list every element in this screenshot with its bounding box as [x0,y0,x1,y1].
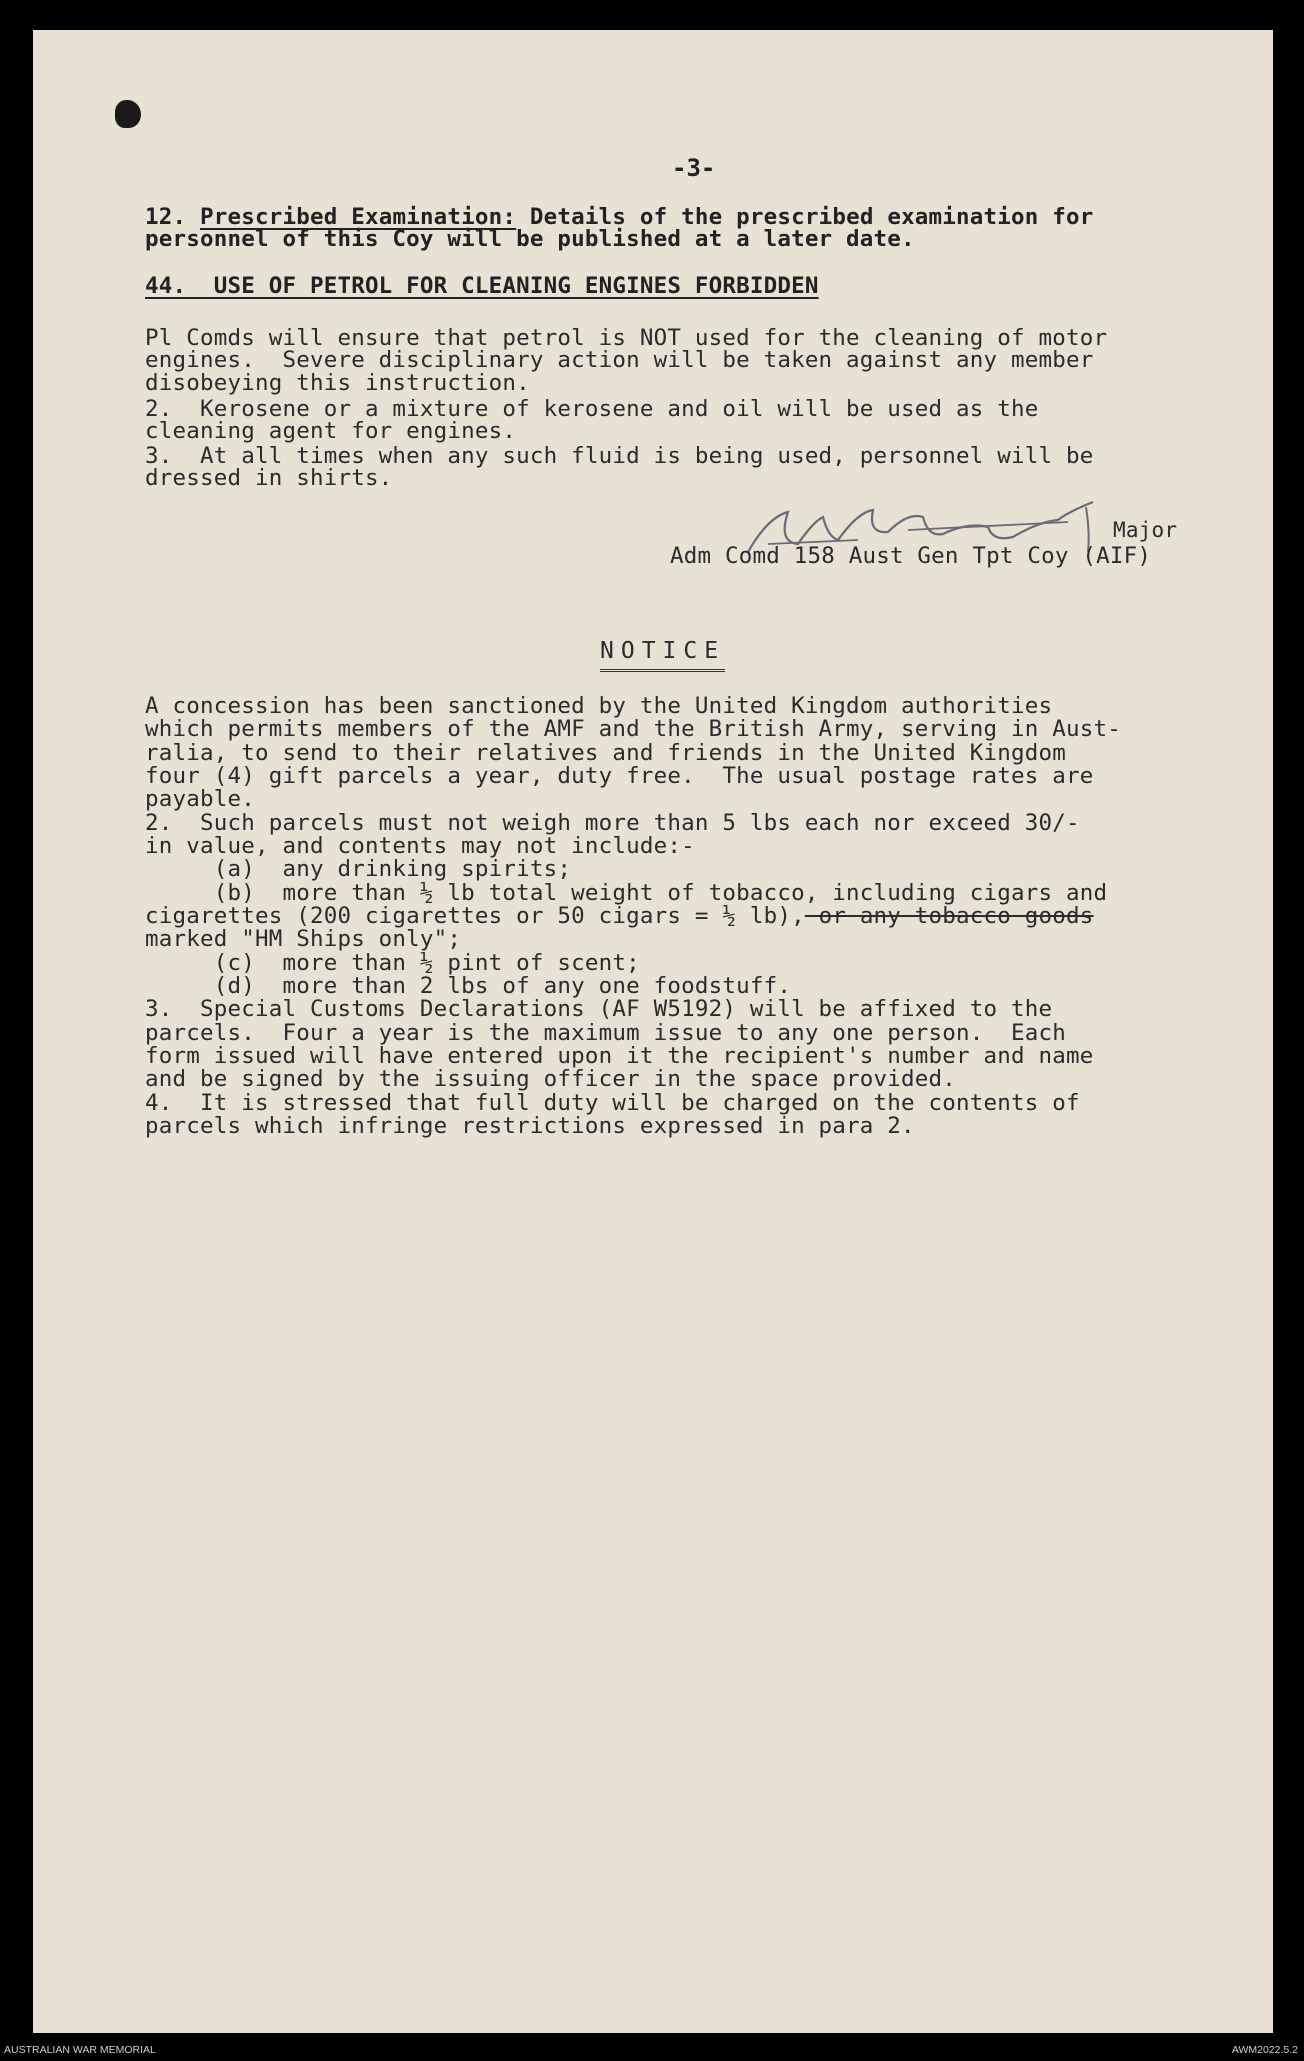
document-page [33,30,1273,2033]
page-number: -3- [672,154,716,182]
section-44-line: 3. At all times when any such fluid is being used, personnel will be [145,443,1094,469]
section-12-text: Details of the prescribed examination for [516,204,1094,230]
notice-line: A concession has been sanctioned by the United Kingdom authorities [145,693,1053,719]
signature-rank: Major [1113,518,1178,542]
footer-institution: AUSTRALIAN WAR MEMORIAL [4,2044,156,2056]
struck-through-text: or any tobacco goods [804,903,1094,929]
section-12-number: 12. [145,204,187,230]
handwritten-signature [738,482,1138,592]
notice-line: (a) any drinking spirits; [145,856,572,882]
notice-line-text: cigarettes (200 cigarettes or 50 cigars = ½ lb), [145,903,805,929]
notice-title: NOTICE [600,638,725,672]
footer-reference: AWM2022.5.2 [1231,2044,1298,2056]
notice-line: payable. [145,786,255,812]
notice-line: parcels. Four a year is the maximum issue to any one person. Each [145,1020,1066,1046]
notice-line: ralia, to send to their relatives and friends in the United Kingdom [145,740,1066,766]
section-12-line-2: personnel of this Coy will be published at a later date. [145,226,915,252]
notice-line [145,905,1094,928]
notice-line: 3. Special Customs Declarations (AF W5192) will be affixed to the [145,996,1053,1022]
notice-line: parcels which infringe restrictions expressed in para 2. [145,1113,915,1139]
section-44-line: dressed in shirts. [145,465,393,491]
section-44-line: disobeying this instruction. [145,370,530,396]
section-12-heading: Prescribed Examination: [200,204,517,230]
notice-line: 2. Such parcels must not weigh more than 5 lbs each nor exceed 30/- [145,810,1080,836]
section-44-line: cleaning agent for engines. [145,418,517,444]
notice-line: and be signed by the issuing officer in the space provided. [145,1066,957,1092]
notice-line: (b) more than ½ lb total weight of tobacco, including cigars and [145,880,1108,906]
notice-line: form issued will have entered upon it the recipient's number and name [145,1043,1094,1069]
notice-line: marked "HM Ships only"; [145,926,462,952]
section-44-line: Pl Comds will ensure that petrol is NOT used for the cleaning of motor [145,325,1108,351]
section-44-line: engines. Severe disciplinary action will be taken against any member [145,347,1094,373]
notice-line: (c) more than ½ pint of scent; [145,950,640,976]
notice-line: (d) more than 2 lbs of any one foodstuff. [145,973,792,999]
punch-hole [115,100,141,128]
section-44-heading: 44. USE OF PETROL FOR CLEANING ENGINES FORBIDDEN [145,273,819,299]
notice-line: four (4) gift parcels a year, duty free. The usual postage rates are [145,763,1094,789]
notice-line: in value, and contents may not include:- [145,833,695,859]
section-44-line: 2. Kerosene or a mixture of kerosene and oil will be used as the [145,396,1039,422]
signature-title: Adm Comd 158 Aust Gen Tpt Coy (AIF) [670,543,1152,569]
notice-line: 4. It is stressed that full duty will be charged on the contents of [145,1090,1080,1116]
notice-line: which permits members of the AMF and the British Army, serving in Aust- [145,716,1121,742]
